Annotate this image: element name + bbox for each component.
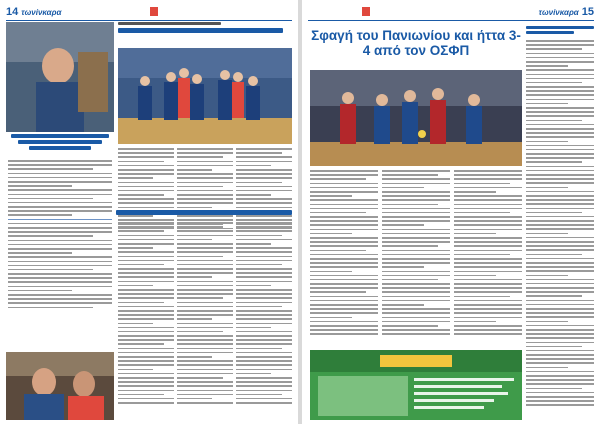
right-article-column-3 <box>454 170 522 335</box>
left-kicker <box>118 22 290 25</box>
left-bottom-photo <box>6 352 114 420</box>
right-sidebar <box>526 26 594 406</box>
left-side-body-text <box>8 160 112 308</box>
left-main-photo <box>118 48 292 144</box>
left-headline <box>118 28 290 35</box>
left-page-number: 14 <box>6 6 19 18</box>
left-headline-placeholder <box>118 28 283 33</box>
left-date-strip <box>150 7 158 16</box>
left-header-rule <box>6 20 292 21</box>
left-top-photo <box>6 22 114 132</box>
right-header-rule <box>308 20 594 21</box>
right-article-column-1 <box>310 170 378 335</box>
right-page-number: 15 <box>581 6 594 18</box>
right-article-column-2 <box>382 170 450 335</box>
left-secondary-column-2 <box>177 222 233 404</box>
right-section-name: τωνίνκαρα <box>538 7 579 17</box>
left-page <box>0 0 298 424</box>
right-advertisement <box>310 350 522 420</box>
right-sidebar-body-text <box>526 40 594 406</box>
right-date-strip <box>362 7 370 16</box>
left-secondary-headline <box>116 210 292 215</box>
right-headline <box>310 28 522 58</box>
left-article-column-1 <box>118 148 174 229</box>
right-headline-text: Σφαγή του Πανιωνίου και ήττα 3-4 από τον ΟΣΦΠ <box>311 28 521 58</box>
left-secondary-column-1 <box>118 222 174 404</box>
left-side-headline <box>8 134 112 150</box>
right-sidebar-headline <box>526 26 594 36</box>
left-folio <box>6 6 61 18</box>
right-main-photo <box>310 70 522 166</box>
right-page <box>302 0 600 424</box>
left-section-name: τωνίνκαρα <box>21 7 62 17</box>
left-article-column-3 <box>236 148 292 229</box>
left-secondary-column-3 <box>236 222 292 404</box>
right-folio <box>539 6 594 18</box>
left-article-column-2 <box>177 148 233 229</box>
